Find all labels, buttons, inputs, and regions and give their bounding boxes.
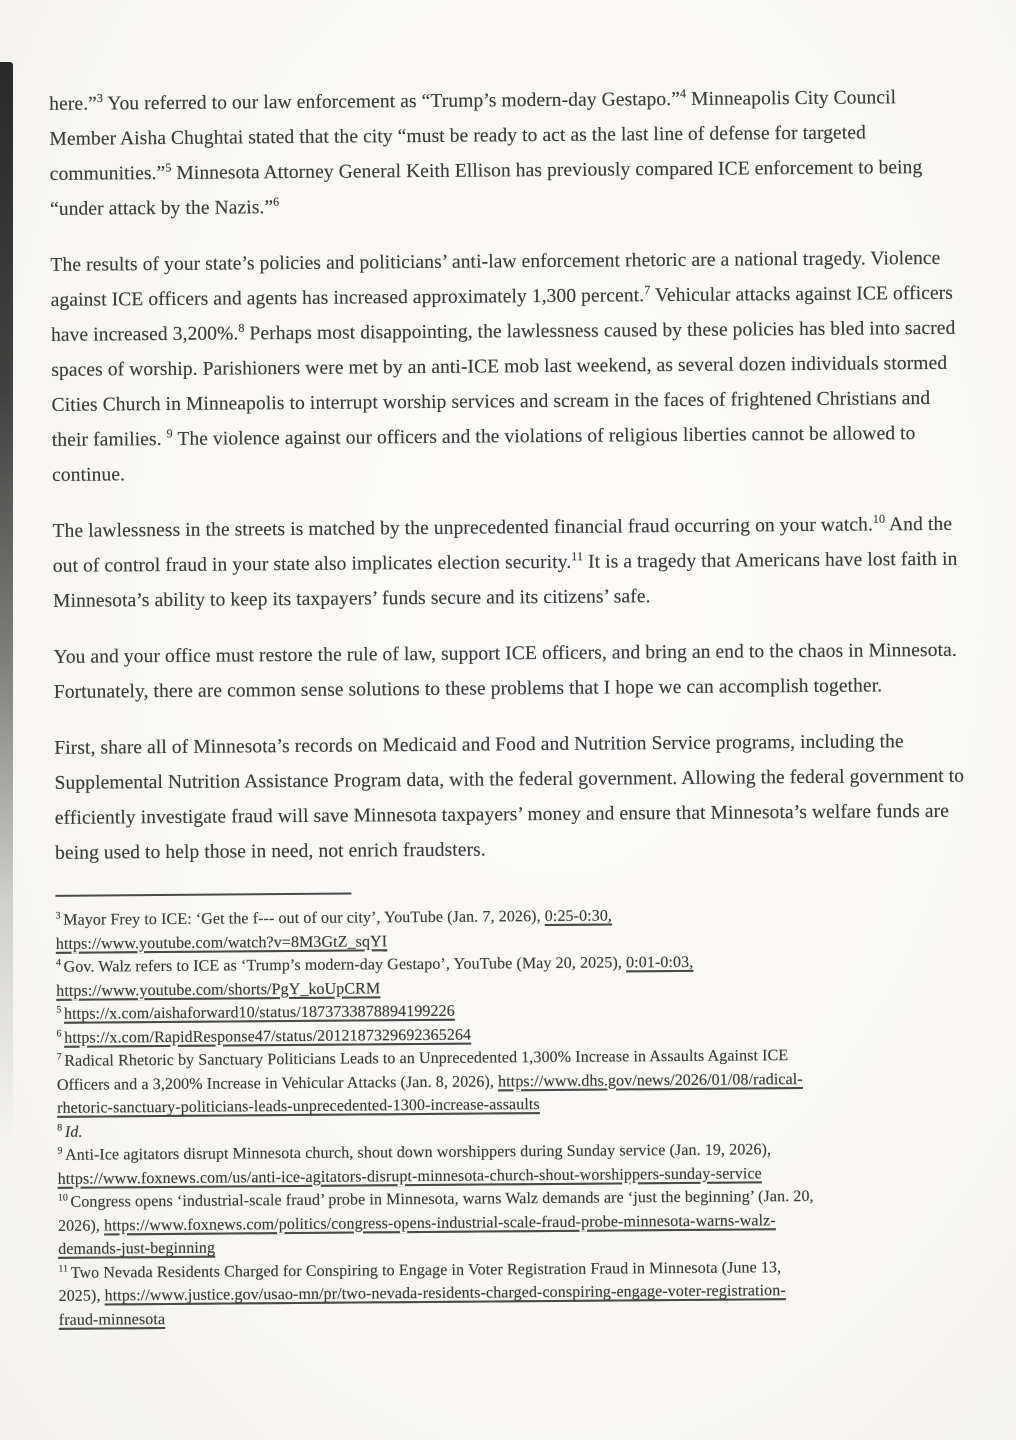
- text-segment: Minneapolis City Council Member Aisha Chughtai stated that the city “must be ready to act as the last line of defense for targeted communities.”: [49, 87, 897, 185]
- text-segment: Minnesota Attorney General Keith Ellison has previously compared ICE enforcement to being “under attack by the Nazis.”: [49, 157, 923, 220]
- footnote-ref: 11: [571, 549, 584, 564]
- letter-sheet: [49, 80, 975, 1332]
- text-segment: The results of your state’s policies and politicians’ anti-law enforcement rhetoric are a national tragedy. Violence against ICE officers and agents has increased approximately 1,300 percent.: [50, 247, 941, 311]
- footnote-marker: 4: [55, 957, 64, 969]
- text-segment: Vehicular attacks against ICE officers have increased 3,200%.: [50, 282, 954, 346]
- footnote-link: https://x.com/RapidResponse47/status/2012187329692365264: [64, 1026, 472, 1047]
- footnote: [58, 1184, 975, 1262]
- footnote-link: rhetoric-sanctuary-politicians-leads-unprecedented-1300-increase-assaults: [57, 1096, 540, 1117]
- footnote: [56, 949, 972, 1003]
- footnote-marker: 6: [56, 1027, 65, 1040]
- footnote: [57, 1137, 973, 1191]
- footnote-link: https://www.justice.gov/usao-mn/pr/two-nevada-residents-charged-conspiring-engage-voter-registration-: [104, 1282, 786, 1305]
- footnote-link: 0:01-0:03,: [626, 953, 694, 972]
- text-segment: here.”: [49, 93, 97, 115]
- letter-body: [49, 80, 971, 871]
- footnote-link: demands-just-beginning: [58, 1239, 216, 1258]
- footnote-ref: 8: [238, 320, 245, 335]
- footnote-link: 0:25-0:30,: [544, 907, 613, 926]
- footnote-link: https://www.dhs.gov/news/2026/01/08/radical-: [498, 1070, 803, 1090]
- footnote: [56, 902, 972, 956]
- text-segment: Congress opens ‘industrial-scale fraud’ probe in Minnesota, warns Walz demands are ‘just the beginning’ (Jan. 20,: [70, 1187, 814, 1211]
- footnote-marker: 11: [58, 1262, 71, 1275]
- footnote-ref: 4: [679, 86, 687, 101]
- text-segment: And the out of control fraud in your state also implicates election security.: [52, 513, 953, 577]
- text-segment: First, share all of Minnesota’s records on Medicaid and Food and Nutrition Service programs, including the Supplemental Nutrition Assistance Program data, with the federal government. Allowing the federal government to efficiently investigate fraud will save Minnesota taxpayers’ money and ensure that Minnesota’s welfare funds are being used to help those in need, not enrich fraudsters.: [54, 731, 965, 864]
- footnote-ref: 3: [96, 90, 104, 106]
- footnote-link: fraud-minnesota: [58, 1310, 166, 1329]
- text-segment: Perhaps most disappointing, the lawlessness caused by these policies has bled into sacred spaces of worship. Parishioners were met by an anti-ICE mob last weekend, as several dozen individuals stormed Cities Church in Minneapolis to interrupt worship services and scream in the faces of frightened Christians and their families.: [51, 317, 956, 451]
- footnotes: [56, 902, 975, 1332]
- footnote-marker: 10: [57, 1192, 71, 1204]
- footnote-link: https://x.com/aishaforward10/status/1873733878894199226: [63, 1002, 455, 1023]
- footnote-link: https://www.youtube.com/shorts/PgY_koUpCRM: [56, 979, 381, 1000]
- text-segment: Radical Rhetoric by Sanctuary Politicians Leads to an Unprecedented 1,300% Increase in Assaults Against ICE: [64, 1047, 789, 1070]
- text-segment: The lawlessness in the streets is matched by the unprecedented financial fraud occurring on your watch.: [52, 514, 873, 542]
- text-segment: Mayor Frey to ICE: ‘Get the f--- out of our city’, YouTube (Jan. 7, 2026),: [63, 908, 545, 929]
- footnote-marker: 3: [55, 910, 64, 922]
- text-segment: Id.: [64, 1123, 83, 1141]
- text-segment: Anti-Ice agitators disrupt Minnesota church, shout down worshippers during Sunday service (Jan. 19, 2026),: [65, 1141, 772, 1164]
- footnote-link: https://www.foxnews.com/politics/congress-opens-industrial-scale-fraud-probe-minnesota-warns-walz-: [103, 1211, 776, 1234]
- text-segment: 2026),: [57, 1216, 105, 1235]
- text-segment: 2025),: [58, 1287, 105, 1305]
- footnote-ref: 10: [872, 511, 886, 526]
- footnote: [58, 1254, 975, 1332]
- footnote-link: https://www.foxnews.com/us/anti-ice-agitators-disrupt-minnesota-church-shout-worshippers-sunday-service: [57, 1164, 762, 1188]
- footnote-ref: 7: [644, 282, 651, 297]
- footnote: [57, 1043, 974, 1121]
- footnote-ref: 6: [273, 194, 280, 209]
- footnote-marker: 5: [56, 1004, 65, 1016]
- text-segment: You and your office must restore the rule of law, support ICE officers, and bring an end to the chaos in Minnesota. Fortunately, there are common sense solutions to these problems that I hope we can accomplish together.: [53, 639, 957, 703]
- text-segment: The violence against our officers and the violations of religious liberties cannot be allowed to continue.: [52, 423, 916, 486]
- text-segment: You referred to our law enforcement as “Trump’s modern-day Gestapo.”: [102, 88, 681, 115]
- footnote-separator: [55, 893, 351, 897]
- footnote-ref: 9: [166, 426, 173, 441]
- text-segment: Two Nevada Residents Charged for Conspiring to Engage in Voter Registration Fraud in Minnesota (June 13,: [70, 1258, 782, 1282]
- footnote-marker: 9: [57, 1145, 66, 1157]
- body-paragraph: [49, 80, 966, 227]
- text-segment: Gov. Walz refers to ICE as ‘Trump’s modern-day Gestapo’, YouTube (May 20, 2025),: [63, 954, 627, 976]
- text-segment: It is a tragedy that Americans have lost faith in Minnesota’s ability to keep its taxpayers’ funds secure and its citizens’ safe.: [53, 548, 958, 612]
- scan-edge-shadow: [0, 62, 13, 1142]
- footnote-marker: 7: [56, 1051, 65, 1063]
- footnote-marker: 8: [57, 1121, 65, 1134]
- body-paragraph: [50, 241, 968, 493]
- footnote-link: https://www.youtube.com/watch?v=8M3GtZ_sqYI: [55, 932, 388, 953]
- body-paragraph: [53, 633, 970, 710]
- body-paragraph: [54, 724, 971, 871]
- text-segment: Officers and a 3,200% Increase in Vehicular Attacks (Jan. 8, 2026),: [56, 1072, 499, 1094]
- footnote-ref: 5: [165, 160, 172, 175]
- body-paragraph: [52, 507, 969, 619]
